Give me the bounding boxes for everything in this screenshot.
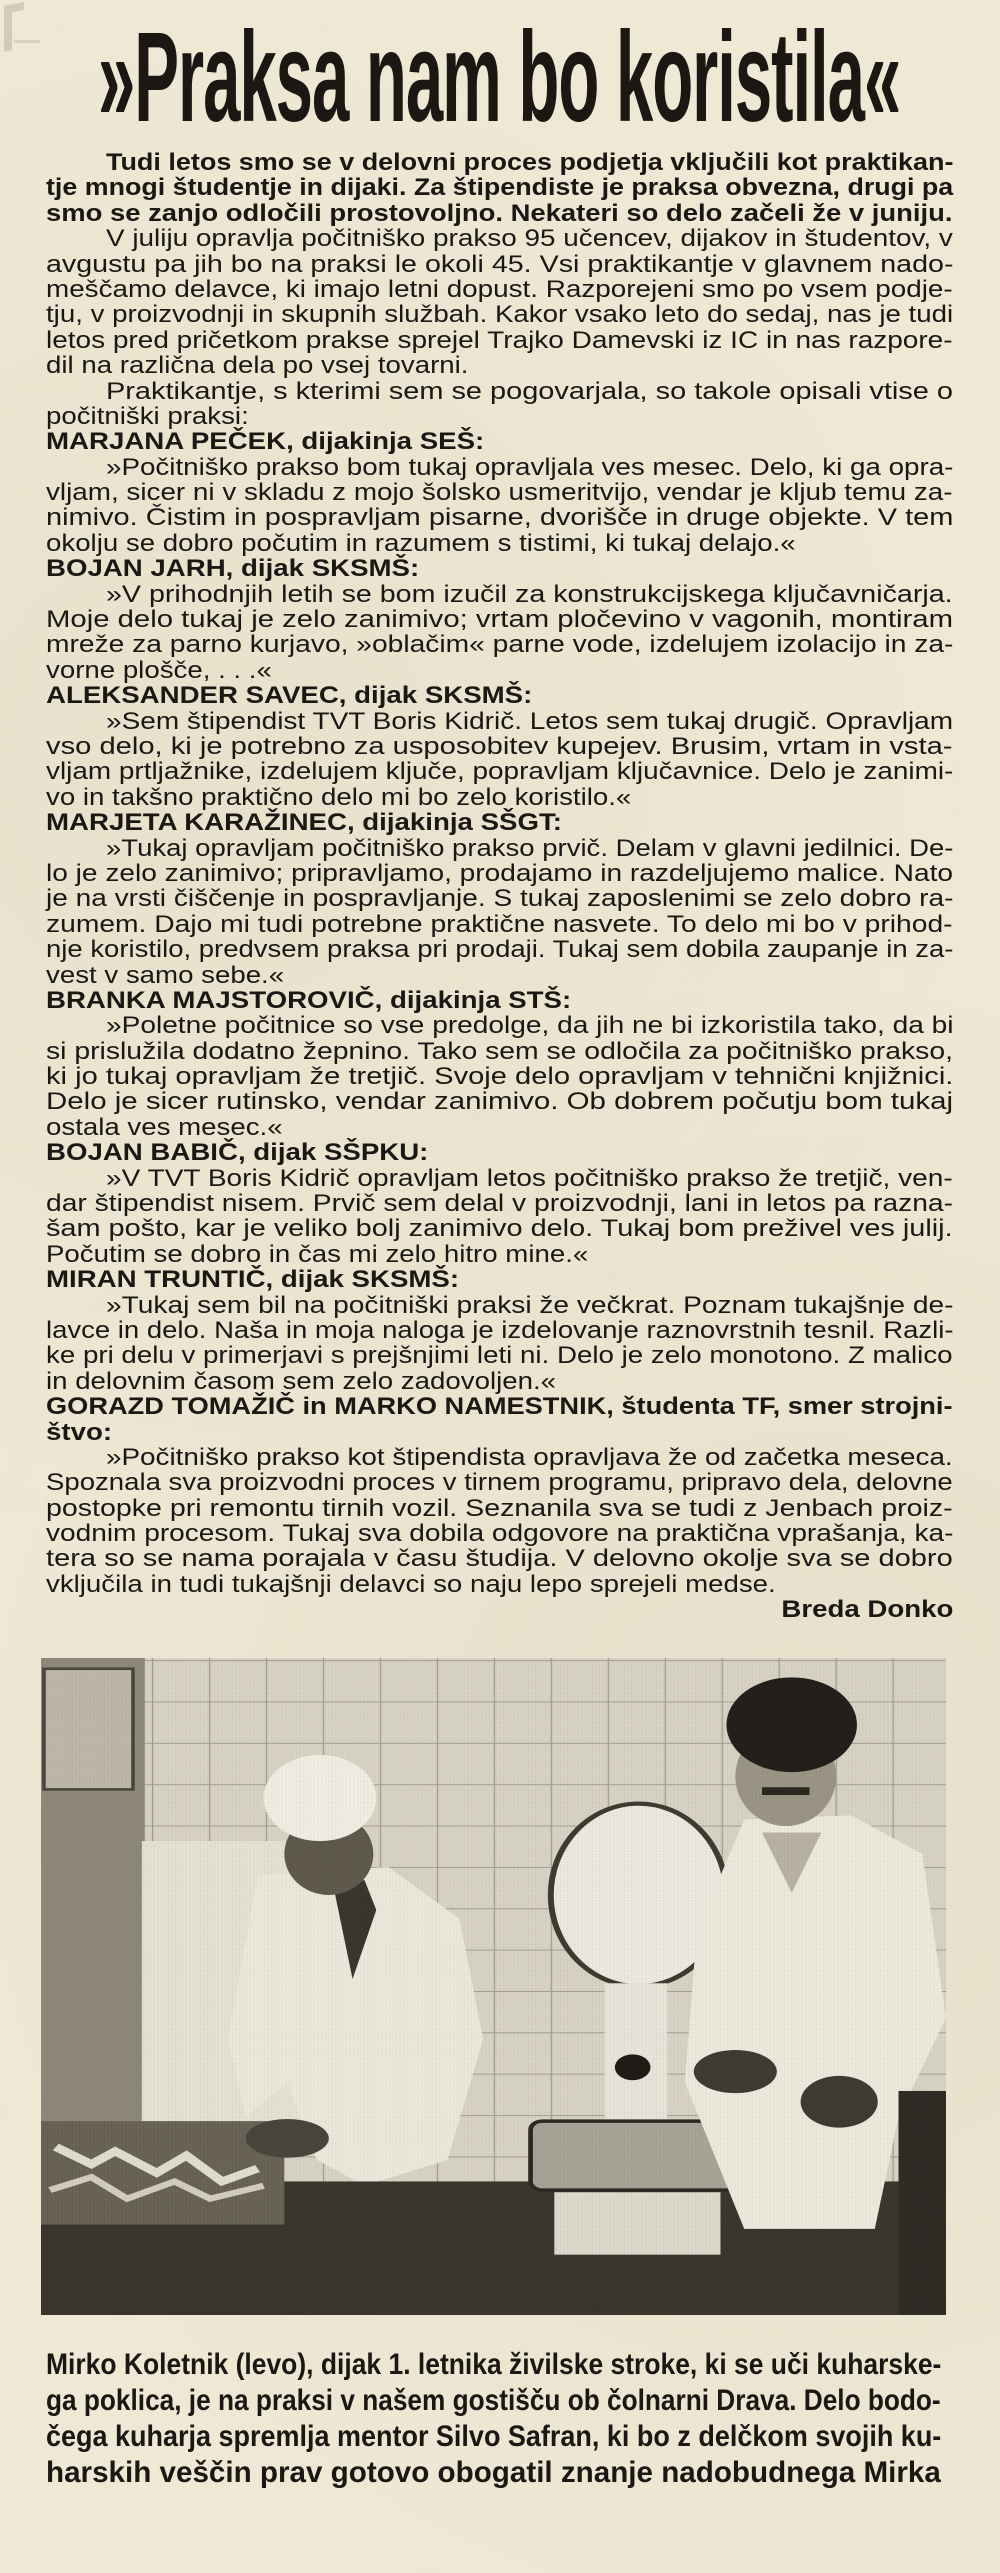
quote-line-text: »Tukaj opravljam počitniško prakso prvič. Delam v glavni jedilnici. De- [106, 834, 954, 862]
caption-line-text: ga poklica, je na praksi v našem gostišču ob čolnarni Drava. Delo bodo- [46, 2384, 941, 2417]
caption-line-text: čega kuharja spremlja mentor Silvo Safran, ki bo z delčkom svojih ku- [46, 2420, 942, 2453]
intro-line [46, 302, 953, 327]
intro-line [46, 353, 953, 378]
quote-line-text: vodnim procesom. Tukaj sva dobila odgovore na praktična vprašanja, ka- [46, 1520, 954, 1548]
quote-line-text: nje koristilo, predvsem praksa pri prodaji. Tukaj sem dobila zaupanje in za- [46, 936, 954, 964]
interviewee-name-text: štvo: [46, 1418, 113, 1446]
quote-line [46, 785, 953, 810]
quote-line-text: vključila in tudi tukajšnji delavci so naju lepo sprejeli medse. [46, 1570, 776, 1598]
interviewee-name [46, 1394, 953, 1419]
lead-line-text: tje mnogi študentje in dijaki. Za štipendiste je praksa obvezna, drugi pa [46, 174, 954, 202]
intro-line [46, 226, 953, 251]
quote-line-text: vo in takšno praktično delo mi bo zelo koristilo.« [46, 783, 632, 811]
quote-line [46, 1369, 953, 1394]
quote-line-text: in delovnim časom sem zelo zadovoljen.« [46, 1367, 557, 1395]
caption-line-text: Mirko Koletnik (levo), dijak 1. letnika živilske stroke, ki se uči kuharske- [46, 2348, 942, 2381]
intro-line-text: V juliju opravlja počitniško prakso 95 učencev, dijakov in študentov, v [106, 225, 953, 253]
quote-line-text: lo je zelo zanimivo; pripravljamo, prodajamo in razdeljujemo malice. Nato [46, 859, 954, 887]
interviewee-name [46, 429, 953, 454]
quote-line [46, 759, 953, 784]
interviewee-name-text: BOJAN JARH, dijak SKSMŠ: [46, 555, 420, 583]
quote-line [46, 937, 953, 962]
lead-line [46, 175, 953, 200]
caption-line [46, 2383, 941, 2419]
quote-line [46, 582, 953, 607]
watermark-logo [0, 0, 42, 62]
intro-line [46, 328, 953, 353]
quote-line-text: postopke pri remontu tirnih vozil. Seznanila sva se tudi z Jenbach proiz- [46, 1494, 953, 1522]
caption-line [46, 2419, 941, 2455]
quote-line [46, 1343, 953, 1368]
interviewee-name [46, 556, 953, 581]
quote-line-text: dar štipendist nisem. Prvič sem delal v proizvodnji, lani in letos pa razna- [46, 1190, 954, 1218]
quote-line-text: »Sem štipendist TVT Boris Kidrič. Letos sem tukaj drugič. Opravljam [106, 707, 954, 735]
quote-line [46, 658, 953, 683]
interviewee-name-text: GORAZD TOMAŽIČ in MARKO NAMESTNIK, študenta TF, smer strojni- [46, 1393, 953, 1421]
quote-line [46, 455, 953, 480]
intro-line-text: počitniški praksi: [46, 402, 249, 430]
quote-line [46, 1242, 953, 1267]
quote-line-text: »Poletne počitnice so vse predolge, da jih ne bi izkoristila tako, da bi [106, 1012, 954, 1040]
quote-line [46, 1191, 953, 1216]
article-title-text: »Praksa nam bo koristila« [98, 6, 901, 149]
quote-line-text: okolju se dobro počutim in razumem s tistimi, ki tukaj delajo.« [46, 529, 796, 557]
quote-line [46, 1470, 953, 1495]
caption-line-text: harskih veščin prav gotovo obogatil znanje nadobudnega Mirka [46, 2456, 941, 2489]
quote-line [46, 632, 953, 657]
interviewee-name [46, 988, 953, 1013]
quote-line-text: mreže za parno kurjavo, »oblačim« parne vode, izdelujem izolacijo in za- [46, 631, 954, 659]
quote-line [46, 861, 953, 886]
quote-line [46, 1166, 953, 1191]
interviewee-name [46, 1267, 953, 1292]
article-body [46, 150, 953, 1623]
lead-line-text: Tudi letos smo se v delovni proces podjetja vključili kot praktikan- [106, 149, 954, 176]
intro-line-text: meščamo delavce, ki imajo letni dopust. Razporejeni smo po vsem podje- [46, 275, 953, 303]
quote-line [46, 1013, 953, 1038]
lead-line [46, 150, 953, 175]
intro-line-text: letos pred pričetkom prakse sprejel Trajko Damevski iz IC in nas razpore- [46, 326, 953, 354]
interviewee-name-text: BRANKA MAJSTOROVIČ, dijakinja STŠ: [46, 986, 572, 1014]
quote-line-text: »Tukaj sem bil na počitniški praksi že večkrat. Poznam tukajšnje de- [106, 1291, 954, 1319]
quote-line [46, 1572, 953, 1597]
quote-line-text: ostala ves mesec.« [46, 1113, 283, 1141]
quote-line [46, 1216, 953, 1241]
interviewee-name [46, 1420, 953, 1445]
interviewee-name-text: MARJETA KARAŽINEC, dijakinja SŠGT: [46, 809, 562, 837]
quote-line [46, 1064, 953, 1089]
quote-line-text: »Počitniško prakso kot štipendista opravljava že od začetka meseca. [106, 1443, 953, 1471]
interviewee-name-text: BOJAN BABIČ, dijak SŠPKU: [46, 1139, 429, 1167]
quote-line [46, 1496, 953, 1521]
caption-line [46, 2347, 941, 2383]
intro-line [46, 252, 953, 277]
quote-line [46, 709, 953, 734]
quote-line [46, 1039, 953, 1064]
interviewee-name-text: ALEKSANDER SAVEC, dijak SKSMŠ: [46, 682, 533, 710]
byline-text: Breda Donko [780, 1596, 953, 1624]
quote-line [46, 912, 953, 937]
interviewee-name-text: MIRAN TRUNTIČ, dijak SKSMŠ: [46, 1266, 460, 1294]
intro-line [46, 379, 953, 404]
interviewee-name [46, 683, 953, 708]
intro-line [46, 277, 953, 302]
quote-line-text: si prislužila dodatno žepnino. Tako sem se odločila za počitniško prakso, [46, 1037, 953, 1065]
quote-line-text: »Počitniško prakso bom tukaj opravljala ves mesec. Delo, ki ga opra- [106, 453, 954, 481]
quote-line [46, 963, 953, 988]
quote-line [46, 1089, 953, 1114]
quote-line-text: zumem. Dajo mi tudi potrebne praktične nasvete. To delo mi bo v prihod- [46, 910, 953, 938]
intro-line-text: dil na različna dela po vsej tovarni. [46, 352, 469, 380]
lead-line [46, 201, 953, 226]
quote-line-text: »V TVT Boris Kidrič opravljam letos počitniško prakso že tretjič, ven- [106, 1164, 953, 1192]
quote-line-text: Delo je sicer rutinsko, vendar zanimivo. Ob dobrem počutju bom tukaj [46, 1088, 954, 1116]
article-title [98, 6, 908, 149]
quote-line [46, 505, 953, 530]
intro-line [46, 404, 953, 429]
lead-line-text: smo se zanjo odločili prostovoljno. Nekateri so delo začeli že v juniju. [46, 199, 953, 227]
quote-line-text: »V prihodnjih letih se bom izučil za konstrukcijskega ključavničarja. [106, 580, 953, 608]
intro-line-text: avgustu pa jih bo na praksi le okoli 45. Vsi praktikantje v glavnem nado- [46, 250, 954, 278]
quote-line [46, 1546, 953, 1571]
caption-line [46, 2455, 941, 2491]
quote-line [46, 531, 953, 556]
quote-line [46, 1445, 953, 1470]
quote-line [46, 886, 953, 911]
interviewee-name [46, 1140, 953, 1165]
quote-line-text: vljam prtljažnike, izdelujem ključe, popravljam ključavnice. Delo je zanimi- [46, 758, 954, 786]
quote-line [46, 480, 953, 505]
quote-line [46, 836, 953, 861]
interviewee-name [46, 810, 953, 835]
quote-line-text: šam pošto, kar je veliko bolj zanimivo delo. Tukaj bom preživel ves julij. [46, 1215, 953, 1243]
quote-line-text: Počutim se dobro in čas mi zelo hitro mine.« [46, 1240, 589, 1268]
quote-line-text: vljam, sicer ni v skladu z mojo šolsko usmeritvijo, vendar je kljub temu za- [46, 479, 953, 507]
quote-line [46, 1521, 953, 1546]
article-photo [41, 1658, 946, 2315]
quote-line-text: tera so se nama porajala v času študija. V delovno okolje sva se dobro [46, 1545, 953, 1573]
quote-line [46, 734, 953, 759]
interviewee-name-text: MARJANA PEČEK, dijakinja SEŠ: [46, 428, 485, 456]
quote-line-text: Spoznala sva proizvodni proces v tirnem programu, pripravo dela, delovne [46, 1469, 953, 1497]
byline [46, 1597, 953, 1622]
intro-line-text: Praktikantje, s kterimi sem se pogovarjala, so takole opisali vtise o [106, 377, 953, 405]
intro-line-text: tju, v proizvodnji in skupnih službah. Kakor vsako leto do sedaj, nas je tudi [46, 301, 954, 329]
quote-line [46, 1318, 953, 1343]
quote-line [46, 1293, 953, 1318]
quote-line-text: nimivo. Čistim in pospravljam pisarne, dvorišče in druge objekte. V tem [46, 504, 954, 532]
quote-line-text: vest v samo sebe.« [46, 961, 285, 989]
quote-line [46, 1115, 953, 1140]
quote-line-text: ke pri delu v primerjavi s prejšnjimi leti ni. Delo je zelo monotono. Z malico [46, 1342, 953, 1370]
quote-line-text: je na vrsti čiščenje in pospravljanje. S tukaj zaposlenimi se zelo dobro ra- [46, 885, 954, 913]
quote-line-text: vso delo, ki je potrebno za usposobitev kupejev. Brusim, vrtam in vsta- [46, 732, 953, 760]
photo-caption [46, 2347, 941, 2491]
quote-line-text: lavce in delo. Naša in moja naloga je izdelovanje raznovrstnih tesnil. Razli- [46, 1316, 954, 1344]
quote-line-text: vorne plošče, . . .« [46, 656, 272, 684]
quote-line-text: ki jo tukaj opravljam že tretjič. Svoje delo opravljam v tehnični knjižnici. [46, 1063, 954, 1091]
quote-line [46, 607, 953, 632]
quote-line-text: Moje delo tukaj je zelo zanimivo; vrtam pločevino v vagonih, montiram [46, 606, 954, 634]
